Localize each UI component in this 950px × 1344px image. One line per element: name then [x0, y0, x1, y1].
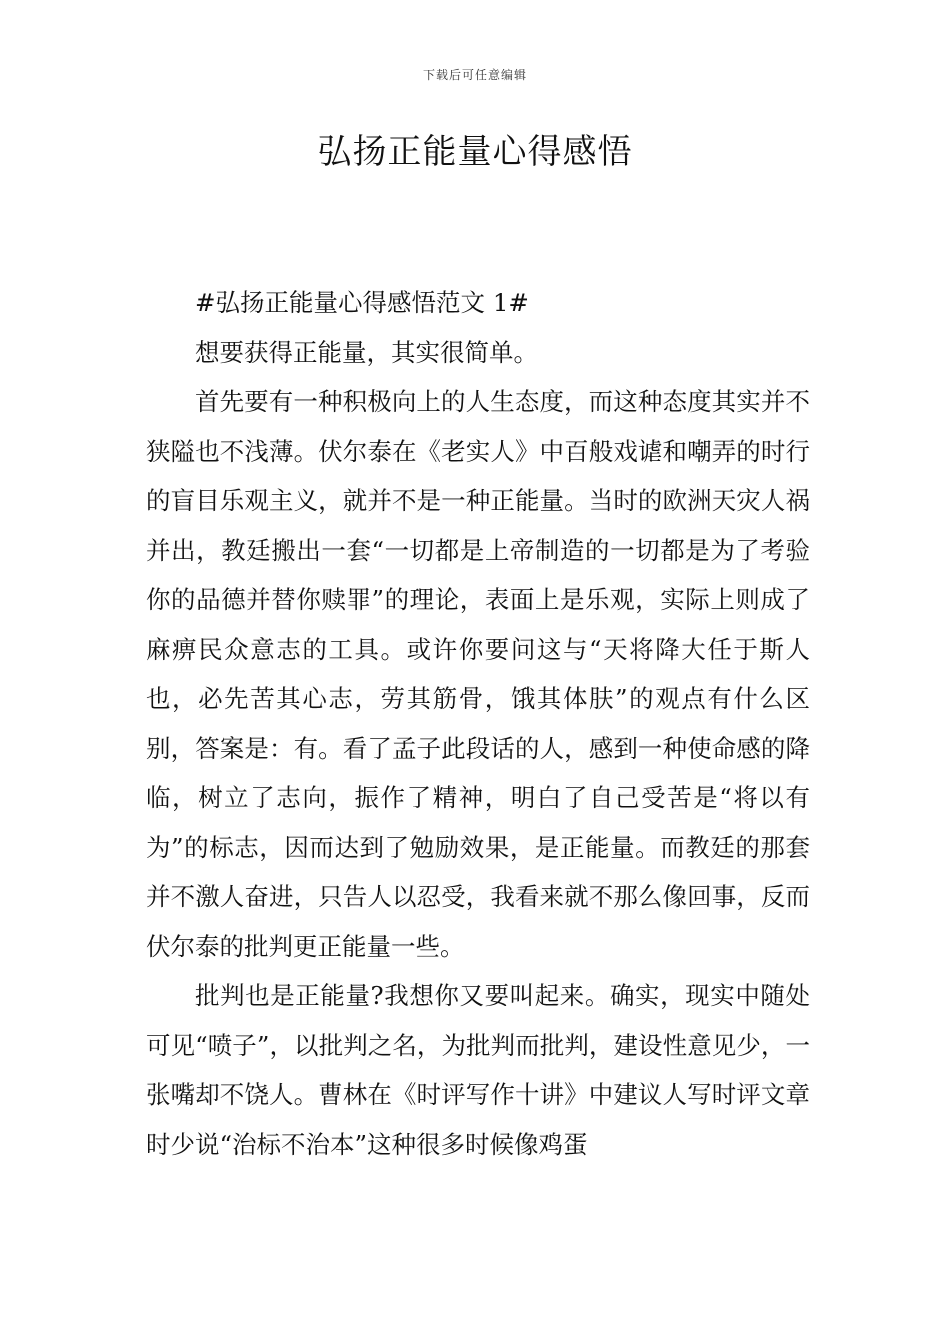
document-title: 弘扬正能量心得感悟 — [317, 132, 633, 172]
paragraph: 批判也是正能量?我想你又要叫起来。确实，现实中随处可见“喷子”，以批判之名，为批判而批判，建设性意见少，一张嘴却不饶人。曹林在《时评写作十讲》中建议人写时评文章时少说“治标不治本”这种很多时候像鸡蛋 — [146, 981, 810, 1159]
paragraph: 首先要有一种积极向上的人生态度，而这种态度其实并不狭隘也不浅薄。伏尔泰在《老实人》中百般戏谑和嘲弄的时行的盲目乐观主义，就并不是一种正能量。当时的欧洲天灾人祸并出，教廷搬出一套“一切都是上帝制造的一切都是为了考验你的品德并替你赎罪”的理论，表面上是乐观，实际上则成了麻痹民众意志的工具。或许你要问这与“天将降大任于斯人也，必先苦其心志，劳其筋骨，饿其体肤”的观点有什么区别，答案是：有。看了孟子此段话的人，感到一种使命感的降临，树立了志向，振作了精神，明白了自己受苦是“将以有为”的标志，因而达到了勉励效果，是正能量。而教廷的那套并不激人奋进，只告人以忍受，我看来就不那么像回事，反而伏尔泰的批判更正能量一些。 — [146, 387, 810, 961]
paragraph-section-heading: #弘扬正能量心得感悟范文 1# — [195, 288, 529, 317]
header-note: 下载后可任意编辑 — [422, 68, 527, 82]
paragraph: 想要获得正能量，其实很简单。 — [195, 337, 538, 367]
document-body — [146, 278, 810, 1169]
